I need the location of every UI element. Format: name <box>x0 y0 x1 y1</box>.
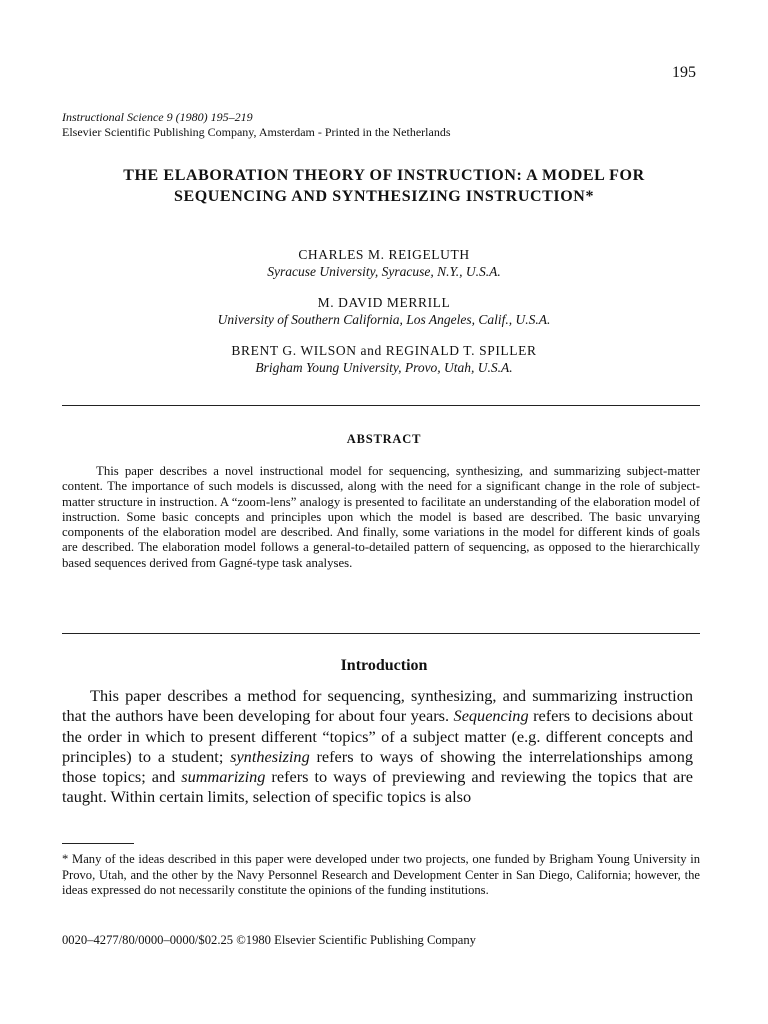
abstract-heading: ABSTRACT <box>346 432 422 446</box>
author-affiliation: Syracuse University, Syracuse, N.Y., U.S.A. <box>267 264 501 279</box>
abstract-text: This paper describes a novel instructional model for sequencing, synthesizing, and summarizing subject-matter content. The importance of such models is discussed, along with the need for a significant change in the role of subject-matter structure in instruction. A “zoom-lens” analogy is presented to facilitate an understanding of the elaboration model of instruction. Some basic concepts and principles upon which the model is based are described. The basic unvarying components of the elaboration model are described. And finally, some variations in the model for different kinds of goals are described. The elaboration model follows a general-to-detailed pattern of sequencing, as opposed to the hierarchically based sequences derived from Gagné-type task analyses. <box>62 464 700 570</box>
title-line-2: SEQUENCING AND SYNTHESIZING INSTRUCTION* <box>173 188 595 205</box>
term-synthesizing: synthesizing <box>230 746 310 766</box>
term-sequencing: Sequencing <box>453 706 529 726</box>
abstract-bottom-rule <box>62 633 700 634</box>
journal-header <box>62 110 451 140</box>
intro-text: refers to ways of showing the interrelationships among those topics; and <box>62 746 693 787</box>
author-list <box>40 246 728 390</box>
intro-text: refers to decisions about the order in which to present different “topics” of a subject matter (e.g. different concepts and principles) to a student; <box>62 706 693 766</box>
page-number: 195 <box>672 64 696 81</box>
author-affiliation: University of Southern California, Los Angeles, Calif., U.S.A. <box>217 312 551 327</box>
journal-publisher: Elsevier Scientific Publishing Company, Amsterdam - Printed in the Netherlands <box>62 125 451 139</box>
journal-citation: Instructional Science 9 (1980) 195–219 <box>62 110 253 124</box>
title-line-1: THE ELABORATION THEORY OF INSTRUCTION: A MODEL FOR <box>123 167 645 184</box>
term-summarizing: summarizing <box>181 767 266 787</box>
intro-text: This paper describes a method for sequencing, synthesizing, and summarizing instruction that the authors have been developing for about four years. <box>62 686 693 726</box>
author-name: CHARLES M. REIGELUTH <box>298 247 470 262</box>
author-name: M. DAVID MERRILL <box>317 295 451 310</box>
author-name: BRENT G. WILSON and REGINALD T. SPILLER <box>231 343 537 358</box>
author-block <box>40 246 728 280</box>
abstract-top-rule <box>62 405 700 406</box>
copyright-line: 0020–4277/80/0000–0000/$02.25 ©1980 Elsevier Scientific Publishing Company <box>62 933 476 947</box>
author-affiliation: Brigham Young University, Provo, Utah, U.S.A. <box>255 360 513 375</box>
footnote-rule <box>62 843 134 844</box>
section-heading-introduction: Introduction <box>340 657 428 674</box>
intro-text: refers to ways of previewing and reviewing the topics that are taught. Within certain limits, selection of specific topics is also <box>62 767 694 807</box>
footnote: * Many of the ideas described in this paper were developed under two projects, one funded by Brigham Young University in Provo, Utah, and the other by the Navy Personnel Research and Development Center in San Diego, California; however, the ideas expressed do not necessarily constitute the opinions of the funding institutions. <box>62 852 700 897</box>
author-block <box>40 294 728 328</box>
introduction-paragraph <box>62 686 693 808</box>
author-block <box>40 342 728 376</box>
paper-title <box>40 165 728 207</box>
